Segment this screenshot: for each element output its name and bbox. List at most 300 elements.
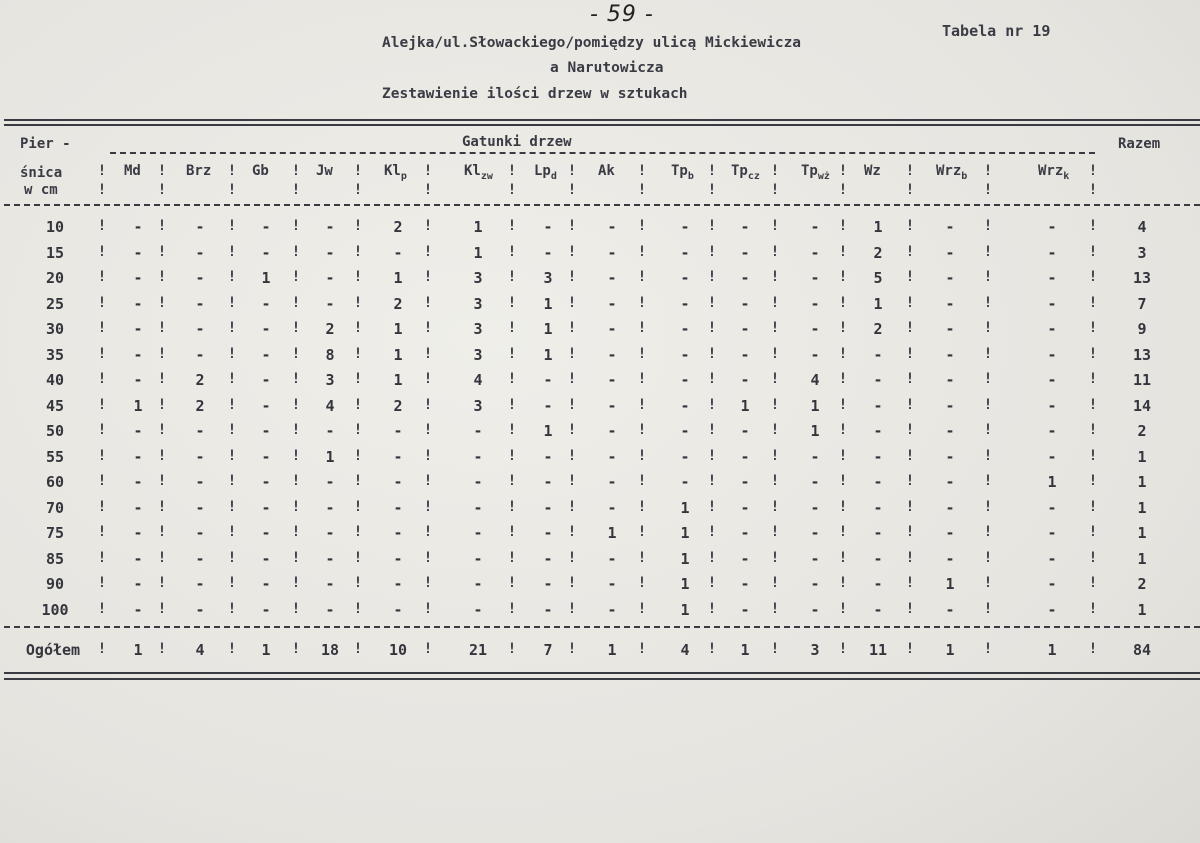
header-species-group: Gatunki drzew — [462, 134, 572, 150]
column-separator-mark: ! — [567, 269, 577, 285]
count-cell: 5 — [873, 269, 883, 287]
column-separator-mark: ! — [507, 524, 517, 540]
count-cell: 4 — [473, 371, 483, 389]
header-diameter-line3: w cm — [24, 182, 58, 198]
column-separator-mark: ! — [97, 498, 107, 515]
count-cell: - — [680, 294, 690, 313]
column-separator-mark: ! — [97, 218, 107, 234]
column-separator-mark: ! — [157, 396, 167, 413]
count-cell: - — [1047, 422, 1057, 440]
count-cell: - — [473, 447, 483, 466]
header-separator-mark: ! — [567, 163, 577, 179]
count-cell: - — [195, 294, 205, 313]
column-separator-mark: ! — [567, 218, 577, 234]
species-name: Md — [124, 163, 141, 179]
count-cell: 1 — [873, 294, 883, 313]
row-total-cell: 13 — [1132, 269, 1152, 287]
column-separator-mark: ! — [567, 371, 577, 387]
diameter-cell: 70 — [45, 498, 65, 517]
column-separator-mark: ! — [157, 243, 167, 260]
count-cell: - — [873, 396, 883, 415]
top-rule-2 — [4, 124, 1200, 126]
column-separator-mark: ! — [507, 218, 517, 234]
count-cell: - — [945, 473, 955, 491]
column-separator-mark: ! — [291, 218, 301, 234]
species-header-11 — [864, 163, 881, 179]
column-separator-mark: ! — [423, 575, 433, 591]
species-subscript: zw — [480, 170, 493, 182]
count-cell: - — [810, 345, 820, 364]
count-cell: - — [261, 473, 271, 491]
summary-separator-mark: ! — [291, 641, 301, 657]
column-separator-mark: ! — [423, 600, 433, 617]
count-cell: 1 — [393, 345, 403, 364]
column-separator-mark: ! — [291, 549, 301, 566]
count-cell: 1 — [473, 243, 483, 262]
column-separator-mark: ! — [770, 422, 780, 438]
column-separator-mark: ! — [507, 294, 517, 311]
count-cell: - — [1047, 575, 1057, 593]
count-cell: - — [261, 371, 271, 389]
count-cell: 3 — [325, 371, 335, 389]
column-separator-mark: ! — [423, 269, 433, 285]
column-separator-mark: ! — [637, 345, 647, 362]
count-cell: 1 — [680, 498, 690, 517]
column-separator-mark: ! — [291, 243, 301, 260]
header-separator-mark: ! — [291, 182, 301, 198]
header-separator-mark: ! — [983, 163, 993, 179]
count-cell: - — [261, 575, 271, 593]
diameter-cell: 85 — [45, 549, 65, 568]
row-total-cell: 4 — [1137, 218, 1147, 236]
column-separator-mark: ! — [507, 600, 517, 617]
column-separator-mark: ! — [423, 473, 433, 489]
column-separator-mark: ! — [353, 294, 363, 311]
count-cell: - — [873, 498, 883, 517]
column-separator-mark: ! — [983, 371, 993, 387]
count-cell: - — [680, 243, 690, 262]
column-separator-mark: ! — [353, 218, 363, 234]
species-header-1 — [186, 163, 211, 179]
count-cell: - — [945, 524, 955, 542]
species-name: Jw — [316, 163, 333, 179]
column-separator-mark: ! — [770, 473, 780, 489]
count-cell: - — [195, 243, 205, 262]
count-cell: - — [810, 447, 820, 466]
column-separator-mark: ! — [227, 549, 237, 566]
column-separator-mark: ! — [291, 294, 301, 311]
column-separator-mark: ! — [227, 447, 237, 464]
column-separator-mark: ! — [97, 243, 107, 260]
count-cell: - — [543, 396, 553, 415]
count-cell: - — [473, 473, 483, 491]
count-cell: - — [195, 447, 205, 466]
summary-separator-mark: ! — [637, 641, 647, 657]
count-cell: - — [133, 473, 143, 491]
column-separator-mark: ! — [838, 320, 848, 336]
column-separator-mark: ! — [97, 269, 107, 285]
column-separator-mark: ! — [707, 473, 717, 489]
count-cell: 3 — [473, 320, 483, 338]
summary-cell: 1 — [607, 641, 617, 659]
column-separator-mark: ! — [1088, 269, 1098, 285]
column-separator-mark: ! — [1088, 422, 1098, 438]
count-cell: - — [543, 473, 553, 491]
column-separator-mark: ! — [1088, 600, 1098, 617]
column-separator-mark: ! — [97, 549, 107, 566]
header-separator-mark: ! — [507, 182, 517, 198]
column-separator-mark: ! — [291, 345, 301, 362]
count-cell: - — [607, 243, 617, 262]
count-cell: - — [543, 549, 553, 568]
column-separator-mark: ! — [157, 524, 167, 540]
column-separator-mark: ! — [507, 345, 517, 362]
count-cell: - — [607, 549, 617, 568]
column-separator-mark: ! — [157, 549, 167, 566]
species-header-9 — [731, 163, 760, 182]
header-separator-mark: ! — [838, 182, 848, 198]
count-cell: - — [1047, 524, 1057, 542]
column-separator-mark: ! — [353, 345, 363, 362]
column-separator-mark: ! — [838, 218, 848, 234]
count-cell: - — [133, 575, 143, 593]
count-cell: - — [133, 524, 143, 542]
count-cell: - — [393, 447, 403, 466]
column-separator-mark: ! — [567, 473, 577, 489]
column-separator-mark: ! — [838, 345, 848, 362]
count-cell: - — [543, 524, 553, 542]
species-header-0 — [124, 163, 141, 179]
count-cell: - — [195, 345, 205, 364]
summary-cell: 4 — [195, 641, 205, 659]
diameter-cell: 75 — [45, 524, 65, 542]
count-cell: - — [195, 218, 205, 236]
species-name: Tp — [801, 163, 818, 179]
count-cell: - — [325, 549, 335, 568]
summary-cell: 1 — [133, 641, 143, 659]
count-cell: - — [133, 320, 143, 338]
count-cell: - — [740, 524, 750, 542]
column-separator-mark: ! — [423, 549, 433, 566]
count-cell: - — [473, 575, 483, 593]
header-separator-mark: ! — [637, 163, 647, 179]
count-cell: - — [810, 269, 820, 287]
count-cell: 2 — [393, 396, 403, 415]
column-separator-mark: ! — [567, 600, 577, 617]
count-cell: - — [543, 371, 553, 389]
count-cell: - — [325, 243, 335, 262]
column-separator-mark: ! — [567, 498, 577, 515]
column-separator-mark: ! — [97, 447, 107, 464]
header-separator-mark: ! — [905, 182, 915, 198]
summary-separator-mark: ! — [905, 641, 915, 657]
count-cell: - — [945, 371, 955, 389]
count-cell: - — [945, 345, 955, 364]
count-cell: - — [261, 320, 271, 338]
species-header-8 — [671, 163, 694, 182]
column-separator-mark: ! — [637, 243, 647, 260]
column-separator-mark: ! — [838, 294, 848, 311]
column-separator-mark: ! — [423, 422, 433, 438]
count-cell: - — [740, 269, 750, 287]
species-header-5 — [464, 163, 493, 182]
column-separator-mark: ! — [567, 447, 577, 464]
count-cell: 1 — [543, 320, 553, 338]
column-separator-mark: ! — [637, 549, 647, 566]
row-total-cell: 1 — [1137, 447, 1147, 466]
summary-cell: 18 — [320, 641, 340, 659]
column-separator-mark: ! — [983, 320, 993, 336]
count-cell: - — [133, 600, 143, 619]
column-separator-mark: ! — [983, 498, 993, 515]
count-cell: 1 — [680, 575, 690, 593]
count-cell: - — [607, 371, 617, 389]
count-cell: - — [1047, 498, 1057, 517]
count-cell: - — [195, 524, 205, 542]
column-separator-mark: ! — [353, 320, 363, 336]
count-cell: 1 — [1047, 473, 1057, 491]
count-cell: - — [740, 371, 750, 389]
row-total-cell: 2 — [1137, 422, 1147, 440]
column-separator-mark: ! — [1088, 345, 1098, 362]
column-separator-mark: ! — [567, 345, 577, 362]
top-rule — [4, 119, 1200, 121]
count-cell: 4 — [810, 371, 820, 389]
count-cell: - — [133, 498, 143, 517]
count-cell: - — [261, 218, 271, 236]
count-cell: - — [261, 498, 271, 517]
column-separator-mark: ! — [97, 371, 107, 387]
count-cell: - — [607, 218, 617, 236]
column-separator-mark: ! — [353, 524, 363, 540]
header-separator-mark: ! — [637, 182, 647, 198]
column-separator-mark: ! — [637, 371, 647, 387]
count-cell: - — [810, 294, 820, 313]
count-cell: - — [393, 243, 403, 262]
count-cell: - — [393, 524, 403, 542]
count-cell: 1 — [261, 269, 271, 287]
column-separator-mark: ! — [507, 320, 517, 336]
column-separator-mark: ! — [157, 600, 167, 617]
diameter-cell: 60 — [45, 473, 65, 491]
column-separator-mark: ! — [905, 473, 915, 489]
count-cell: - — [473, 549, 483, 568]
column-separator-mark: ! — [157, 422, 167, 438]
species-header-13 — [1038, 163, 1069, 182]
column-separator-mark: ! — [157, 269, 167, 285]
column-separator-mark: ! — [423, 320, 433, 336]
column-separator-mark: ! — [157, 447, 167, 464]
column-separator-mark: ! — [707, 524, 717, 540]
count-cell: - — [325, 294, 335, 313]
column-separator-mark: ! — [507, 422, 517, 438]
header-separator-mark: ! — [983, 182, 993, 198]
count-cell: - — [607, 269, 617, 287]
summary-separator-mark: ! — [227, 641, 237, 657]
header-separator-mark: ! — [353, 182, 363, 198]
column-separator-mark: ! — [423, 218, 433, 234]
count-cell: 3 — [473, 396, 483, 415]
count-cell: - — [543, 447, 553, 466]
header-separator-mark: ! — [423, 182, 433, 198]
count-cell: - — [1047, 320, 1057, 338]
summary-cell: 10 — [388, 641, 408, 659]
column-separator-mark: ! — [838, 447, 848, 464]
count-cell: - — [873, 371, 883, 389]
count-cell: - — [680, 218, 690, 236]
summary-cell: 1 — [1047, 641, 1057, 659]
summary-cell: 1 — [945, 641, 955, 659]
count-cell: - — [945, 294, 955, 313]
column-separator-mark: ! — [227, 422, 237, 438]
species-subscript: cz — [747, 170, 760, 182]
row-total-cell: 7 — [1137, 294, 1147, 313]
species-name: Brz — [186, 163, 212, 179]
count-cell: - — [261, 294, 271, 313]
summary-cell: 3 — [810, 641, 820, 659]
title-line-1: Alejka/ul.Słowackiego/pomiędzy ulicą Mickiewicza — [382, 35, 802, 51]
row-total-cell: 14 — [1132, 396, 1152, 415]
column-separator-mark: ! — [353, 422, 363, 438]
column-separator-mark: ! — [567, 422, 577, 438]
count-cell: - — [945, 600, 955, 619]
header-total: Razem — [1118, 136, 1161, 152]
count-cell: 1 — [543, 422, 553, 440]
column-separator-mark: ! — [707, 498, 717, 515]
count-cell: - — [261, 243, 271, 262]
column-separator-mark: ! — [97, 345, 107, 362]
column-separator-mark: ! — [353, 269, 363, 285]
count-cell: - — [1047, 549, 1057, 568]
header-separator-mark: ! — [770, 163, 780, 179]
column-separator-mark: ! — [291, 422, 301, 438]
column-separator-mark: ! — [770, 600, 780, 617]
count-cell: - — [873, 600, 883, 619]
species-subscript: p — [400, 170, 407, 182]
column-separator-mark: ! — [1088, 447, 1098, 464]
column-separator-mark: ! — [905, 396, 915, 413]
count-cell: - — [393, 549, 403, 568]
column-separator-mark: ! — [905, 243, 915, 260]
column-separator-mark: ! — [227, 498, 237, 515]
count-cell: - — [607, 498, 617, 517]
column-separator-mark: ! — [770, 269, 780, 285]
count-cell: - — [810, 549, 820, 568]
species-header-6 — [534, 163, 557, 182]
count-cell: - — [740, 447, 750, 466]
column-separator-mark: ! — [1088, 396, 1098, 413]
column-separator-mark: ! — [157, 218, 167, 234]
summary-separator-mark: ! — [507, 641, 517, 657]
column-separator-mark: ! — [97, 396, 107, 413]
count-cell: 1 — [873, 218, 883, 236]
column-separator-mark: ! — [227, 575, 237, 591]
column-separator-mark: ! — [838, 575, 848, 591]
count-cell: - — [473, 498, 483, 517]
column-separator-mark: ! — [905, 294, 915, 311]
column-separator-mark: ! — [1088, 549, 1098, 566]
column-separator-mark: ! — [905, 549, 915, 566]
summary-separator-mark: ! — [770, 641, 780, 657]
column-separator-mark: ! — [227, 218, 237, 234]
count-cell: - — [1047, 396, 1057, 415]
column-separator-mark: ! — [707, 549, 717, 566]
count-cell: 2 — [873, 320, 883, 338]
header-separator-mark: ! — [353, 163, 363, 179]
count-cell: 2 — [325, 320, 335, 338]
column-separator-mark: ! — [770, 345, 780, 362]
count-cell: - — [133, 447, 143, 466]
column-separator-mark: ! — [838, 396, 848, 413]
column-separator-mark: ! — [637, 447, 647, 464]
count-cell: 1 — [393, 269, 403, 287]
column-separator-mark: ! — [707, 243, 717, 260]
column-separator-mark: ! — [353, 549, 363, 566]
count-cell: - — [873, 549, 883, 568]
column-separator-mark: ! — [983, 600, 993, 617]
species-name: Tp — [731, 163, 748, 179]
count-cell: - — [195, 269, 205, 287]
count-cell: - — [945, 269, 955, 287]
table-number: Tabela nr 19 — [942, 22, 1051, 40]
column-separator-mark: ! — [637, 473, 647, 489]
species-subscript: wż — [817, 170, 830, 182]
column-separator-mark: ! — [157, 371, 167, 387]
summary-cell: 7 — [543, 641, 553, 659]
column-separator-mark: ! — [905, 422, 915, 438]
diameter-cell: 50 — [45, 422, 65, 440]
column-separator-mark: ! — [423, 524, 433, 540]
count-cell: - — [607, 294, 617, 313]
count-cell: - — [261, 600, 271, 619]
column-separator-mark: ! — [157, 498, 167, 515]
column-separator-mark: ! — [423, 243, 433, 260]
count-cell: 1 — [393, 320, 403, 338]
count-cell: - — [543, 243, 553, 262]
count-cell: - — [1047, 345, 1057, 364]
column-separator-mark: ! — [838, 243, 848, 260]
count-cell: - — [393, 600, 403, 619]
column-separator-mark: ! — [983, 294, 993, 311]
column-separator-mark: ! — [1088, 498, 1098, 515]
count-cell: - — [945, 422, 955, 440]
column-separator-mark: ! — [157, 320, 167, 336]
row-total-cell: 1 — [1137, 473, 1147, 491]
column-separator-mark: ! — [423, 498, 433, 515]
count-cell: - — [393, 498, 403, 517]
column-separator-mark: ! — [770, 575, 780, 591]
count-cell: - — [873, 422, 883, 440]
column-separator-mark: ! — [507, 396, 517, 413]
bottom-rule — [4, 672, 1200, 674]
count-cell: - — [680, 269, 690, 287]
species-name: Wrz — [936, 163, 962, 179]
diameter-cell: 100 — [41, 600, 69, 619]
column-separator-mark: ! — [983, 524, 993, 540]
column-separator-mark: ! — [637, 294, 647, 311]
row-total-cell: 13 — [1132, 345, 1152, 364]
row-total-cell: 1 — [1137, 524, 1147, 542]
column-separator-mark: ! — [983, 345, 993, 362]
species-header-7 — [598, 163, 615, 179]
count-cell: - — [680, 345, 690, 364]
column-separator-mark: ! — [983, 422, 993, 438]
species-name: Gb — [252, 163, 269, 179]
column-separator-mark: ! — [770, 294, 780, 311]
column-separator-mark: ! — [770, 498, 780, 515]
count-cell: - — [393, 575, 403, 593]
column-separator-mark: ! — [983, 575, 993, 591]
